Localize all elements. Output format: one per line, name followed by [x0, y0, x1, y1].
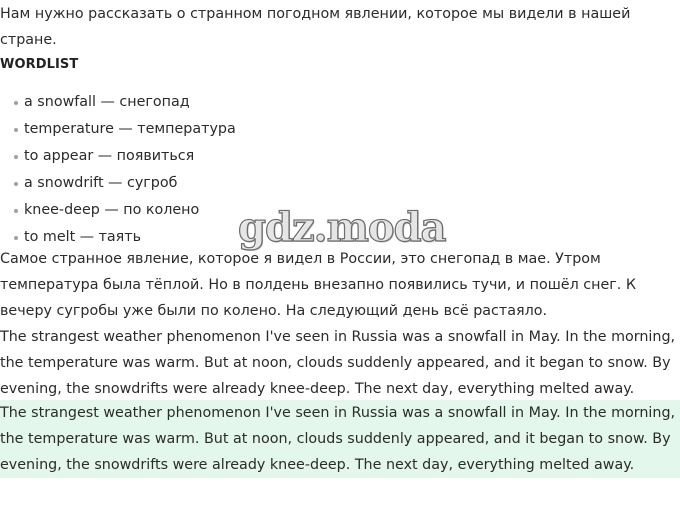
wordlist	[14, 89, 236, 251]
task-description: Нам нужно рассказать о странном погодном явлении, которое мы видели в нашей стране.	[0, 6, 631, 48]
wordlist-item	[14, 197, 236, 224]
russian-answer: Самое странное явление, которое я видел в России, это снегопад в мае. Утром температура была тёплой. Но в полдень внезапно появились тучи, и пошёл снег. К вечеру сугробы уже были по колено. На следующий день всё растаяло.	[0, 251, 637, 319]
wordlist-item-text: to melt — таять	[24, 229, 142, 245]
wordlist-item-text: a snowdrift — сугроб	[24, 175, 178, 191]
wordlist-item-text: a snowfall — снегопад	[24, 94, 190, 110]
bullet-icon	[14, 101, 18, 105]
wordlist-item-text: knee-deep — по колено	[24, 202, 200, 218]
bullet-icon	[14, 128, 18, 132]
bullet-icon	[14, 155, 18, 159]
wordlist-item	[14, 170, 236, 197]
wordlist-heading: WORDLIST	[0, 57, 79, 72]
wordlist-item	[14, 89, 236, 116]
bullet-icon	[14, 236, 18, 240]
wordlist-item	[14, 143, 236, 170]
bullet-icon	[14, 182, 18, 186]
wordlist-item	[14, 116, 236, 143]
watermark-logo: gdz.moda	[238, 204, 446, 251]
english-answer-highlighted: The strangest weather phenomenon I've seen in Russia was a snowfall in May. In the morning, the temperature was warm. But at noon, clouds suddenly appeared, and it began to snow. By evening, the snowdrifts were already knee-deep. The next day, everything melted away.	[0, 400, 680, 478]
bullet-icon	[14, 209, 18, 213]
wordlist-item-text: to appear — появиться	[24, 148, 195, 164]
english-answer: The strangest weather phenomenon I've seen in Russia was a snowfall in May. In the morning, the temperature was warm. But at noon, clouds suddenly appeared, and it began to snow. By evening, the snowdrifts were already knee-deep. The next day, everything melted away.	[0, 329, 676, 397]
wordlist-item-text: temperature — температура	[24, 121, 236, 137]
